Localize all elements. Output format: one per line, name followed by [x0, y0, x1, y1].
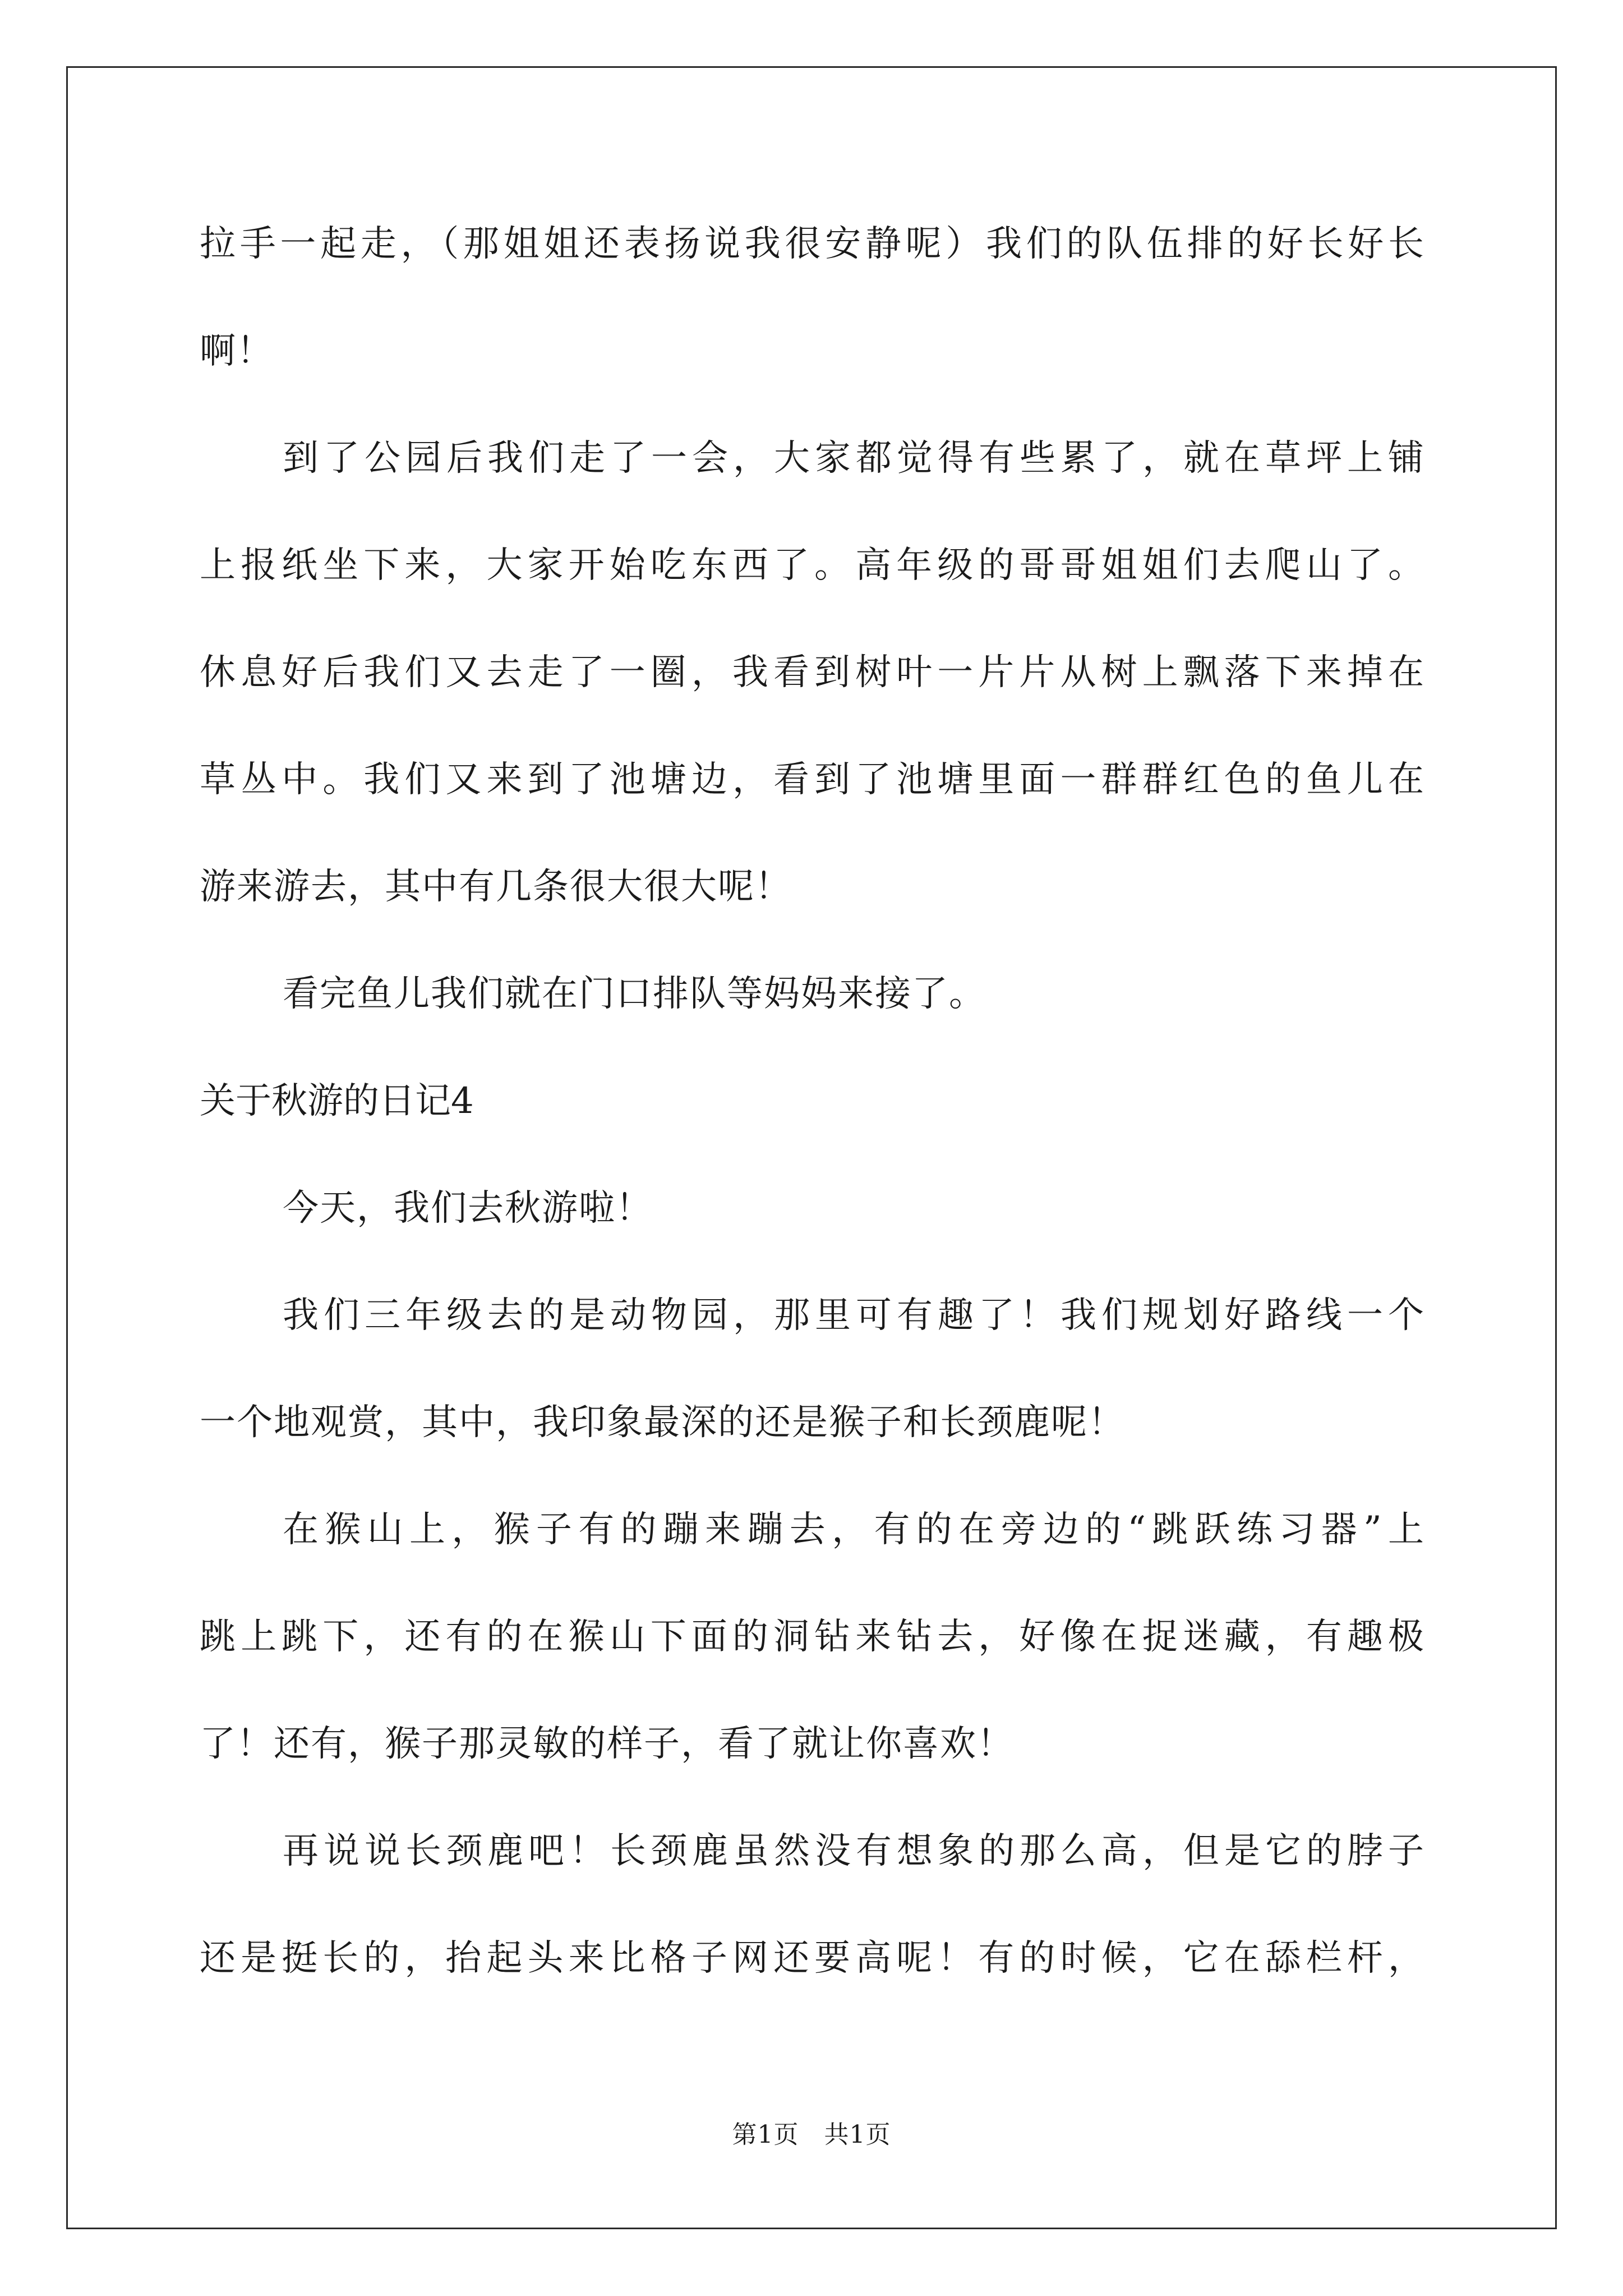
document-body [200, 210, 1425, 2032]
page-footer: 第1页 共1页 [732, 2120, 891, 2149]
text-line: 拉手一起走，（那姐姐还表扬说我很安静呢）我们的队伍排的好长好长 [200, 223, 1425, 265]
text-line: 还是挺长的，抬起头来比格子网还要高呢！有的时候，它在舔栏杆， [200, 1938, 1425, 1979]
text-line: 一个地观赏，其中，我印象最深的还是猴子和长颈鹿呢！ [200, 1402, 1125, 1443]
text-line: 草丛中。我们又来到了池塘边，看到了池塘里面一群群红色的鱼儿在 [200, 759, 1425, 800]
text-line: 跳上跳下，还有的在猴山下面的洞钻来钻去，好像在捉迷藏，有趣极 [200, 1616, 1425, 1658]
paragraph-start-line: 我们三年级去的是动物园，那里可有趣了！我们规划好路线一个 [283, 1295, 1425, 1336]
text-line: 上报纸坐下来，大家开始吃东西了。高年级的哥哥姐姐们去爬山了。 [200, 545, 1425, 586]
section-heading: 关于秋游的日记4 [200, 1080, 474, 1122]
text-line: 休息好后我们又去走了一圈，我看到树叶一片片从树上飘落下来掉在 [200, 652, 1425, 693]
paragraph-start-line: 在猴山上，猴子有的蹦来蹦去，有的在旁边的“跳跃练习器”上 [283, 1509, 1425, 1550]
paragraph-start-line: 到了公园后我们走了一会，大家都觉得有些累了，就在草坪上铺 [283, 438, 1425, 479]
paragraph-start-line: 再说说长颈鹿吧！长颈鹿虽然没有想象的那么高，但是它的脖子 [283, 1830, 1425, 1872]
text-line: 啊！ [200, 330, 274, 372]
paragraph-start-line: 今天，我们去秋游啦！ [283, 1188, 653, 1229]
text-line: 了！还有，猴子那灵敏的样子，看了就让你喜欢！ [200, 1723, 1014, 1765]
text-line: 游来游去，其中有几条很大很大呢！ [200, 866, 792, 908]
paragraph-start-line: 看完鱼儿我们就在门口排队等妈妈来接了。 [283, 973, 986, 1015]
